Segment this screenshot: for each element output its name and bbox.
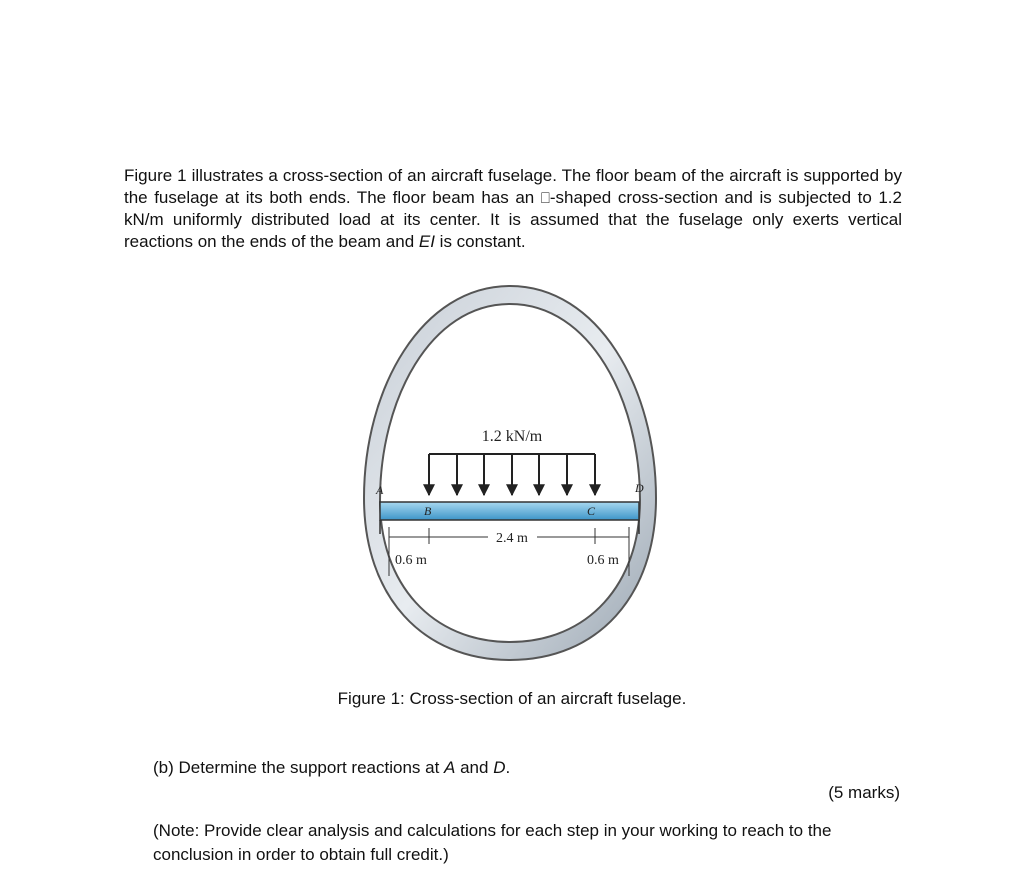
marks-label: (5 marks) [828,783,900,802]
question-suffix: . [505,758,511,777]
point-a-label: A [376,483,384,497]
question-b [153,757,510,779]
dim-right-label: 0.6 m [587,553,619,568]
question-mid: and [455,758,494,777]
cross-section-shape-icon: ⎕ [540,189,550,207]
problem-statement [124,165,902,253]
point-c-label: C [587,504,596,518]
intro-text-2: -shaped cross-section and is subjected to 1.2 kN/m uniformly distributed load at its center. It is assumed that the fuselage only exerts vertical reactions on the ends of the beam and [124,188,902,251]
point-d-label: D [635,481,644,495]
intro-text-1: Figure 1 illustrates a cross-section of an aircraft fuselage. The floor beam of the aircraft is supported by the fuselage at its both ends. The floor beam has an [124,166,902,207]
ei-term: EI [418,232,435,251]
dim-left-label: 0.6 m [395,553,427,568]
point-b-label: B [424,504,432,518]
figure-caption: Figure 1: Cross-section of an aircraft fuselage. [337,689,687,708]
fuselage-figure [340,278,680,668]
question-prefix: (b) Determine the support reactions at [153,758,445,777]
question-point-a: A [444,758,456,777]
instruction-note: (Note: Provide clear analysis and calculations for each step in your working to reach to the conclusion in order to obtain full credit.) [153,821,832,864]
floor-beam [380,502,639,520]
intro-text-3: is constant. [434,232,526,251]
load-label: 1.2 kN/m [481,428,543,445]
dim-center-label: 2.4 m [496,531,528,546]
question-point-d: D [493,758,506,777]
